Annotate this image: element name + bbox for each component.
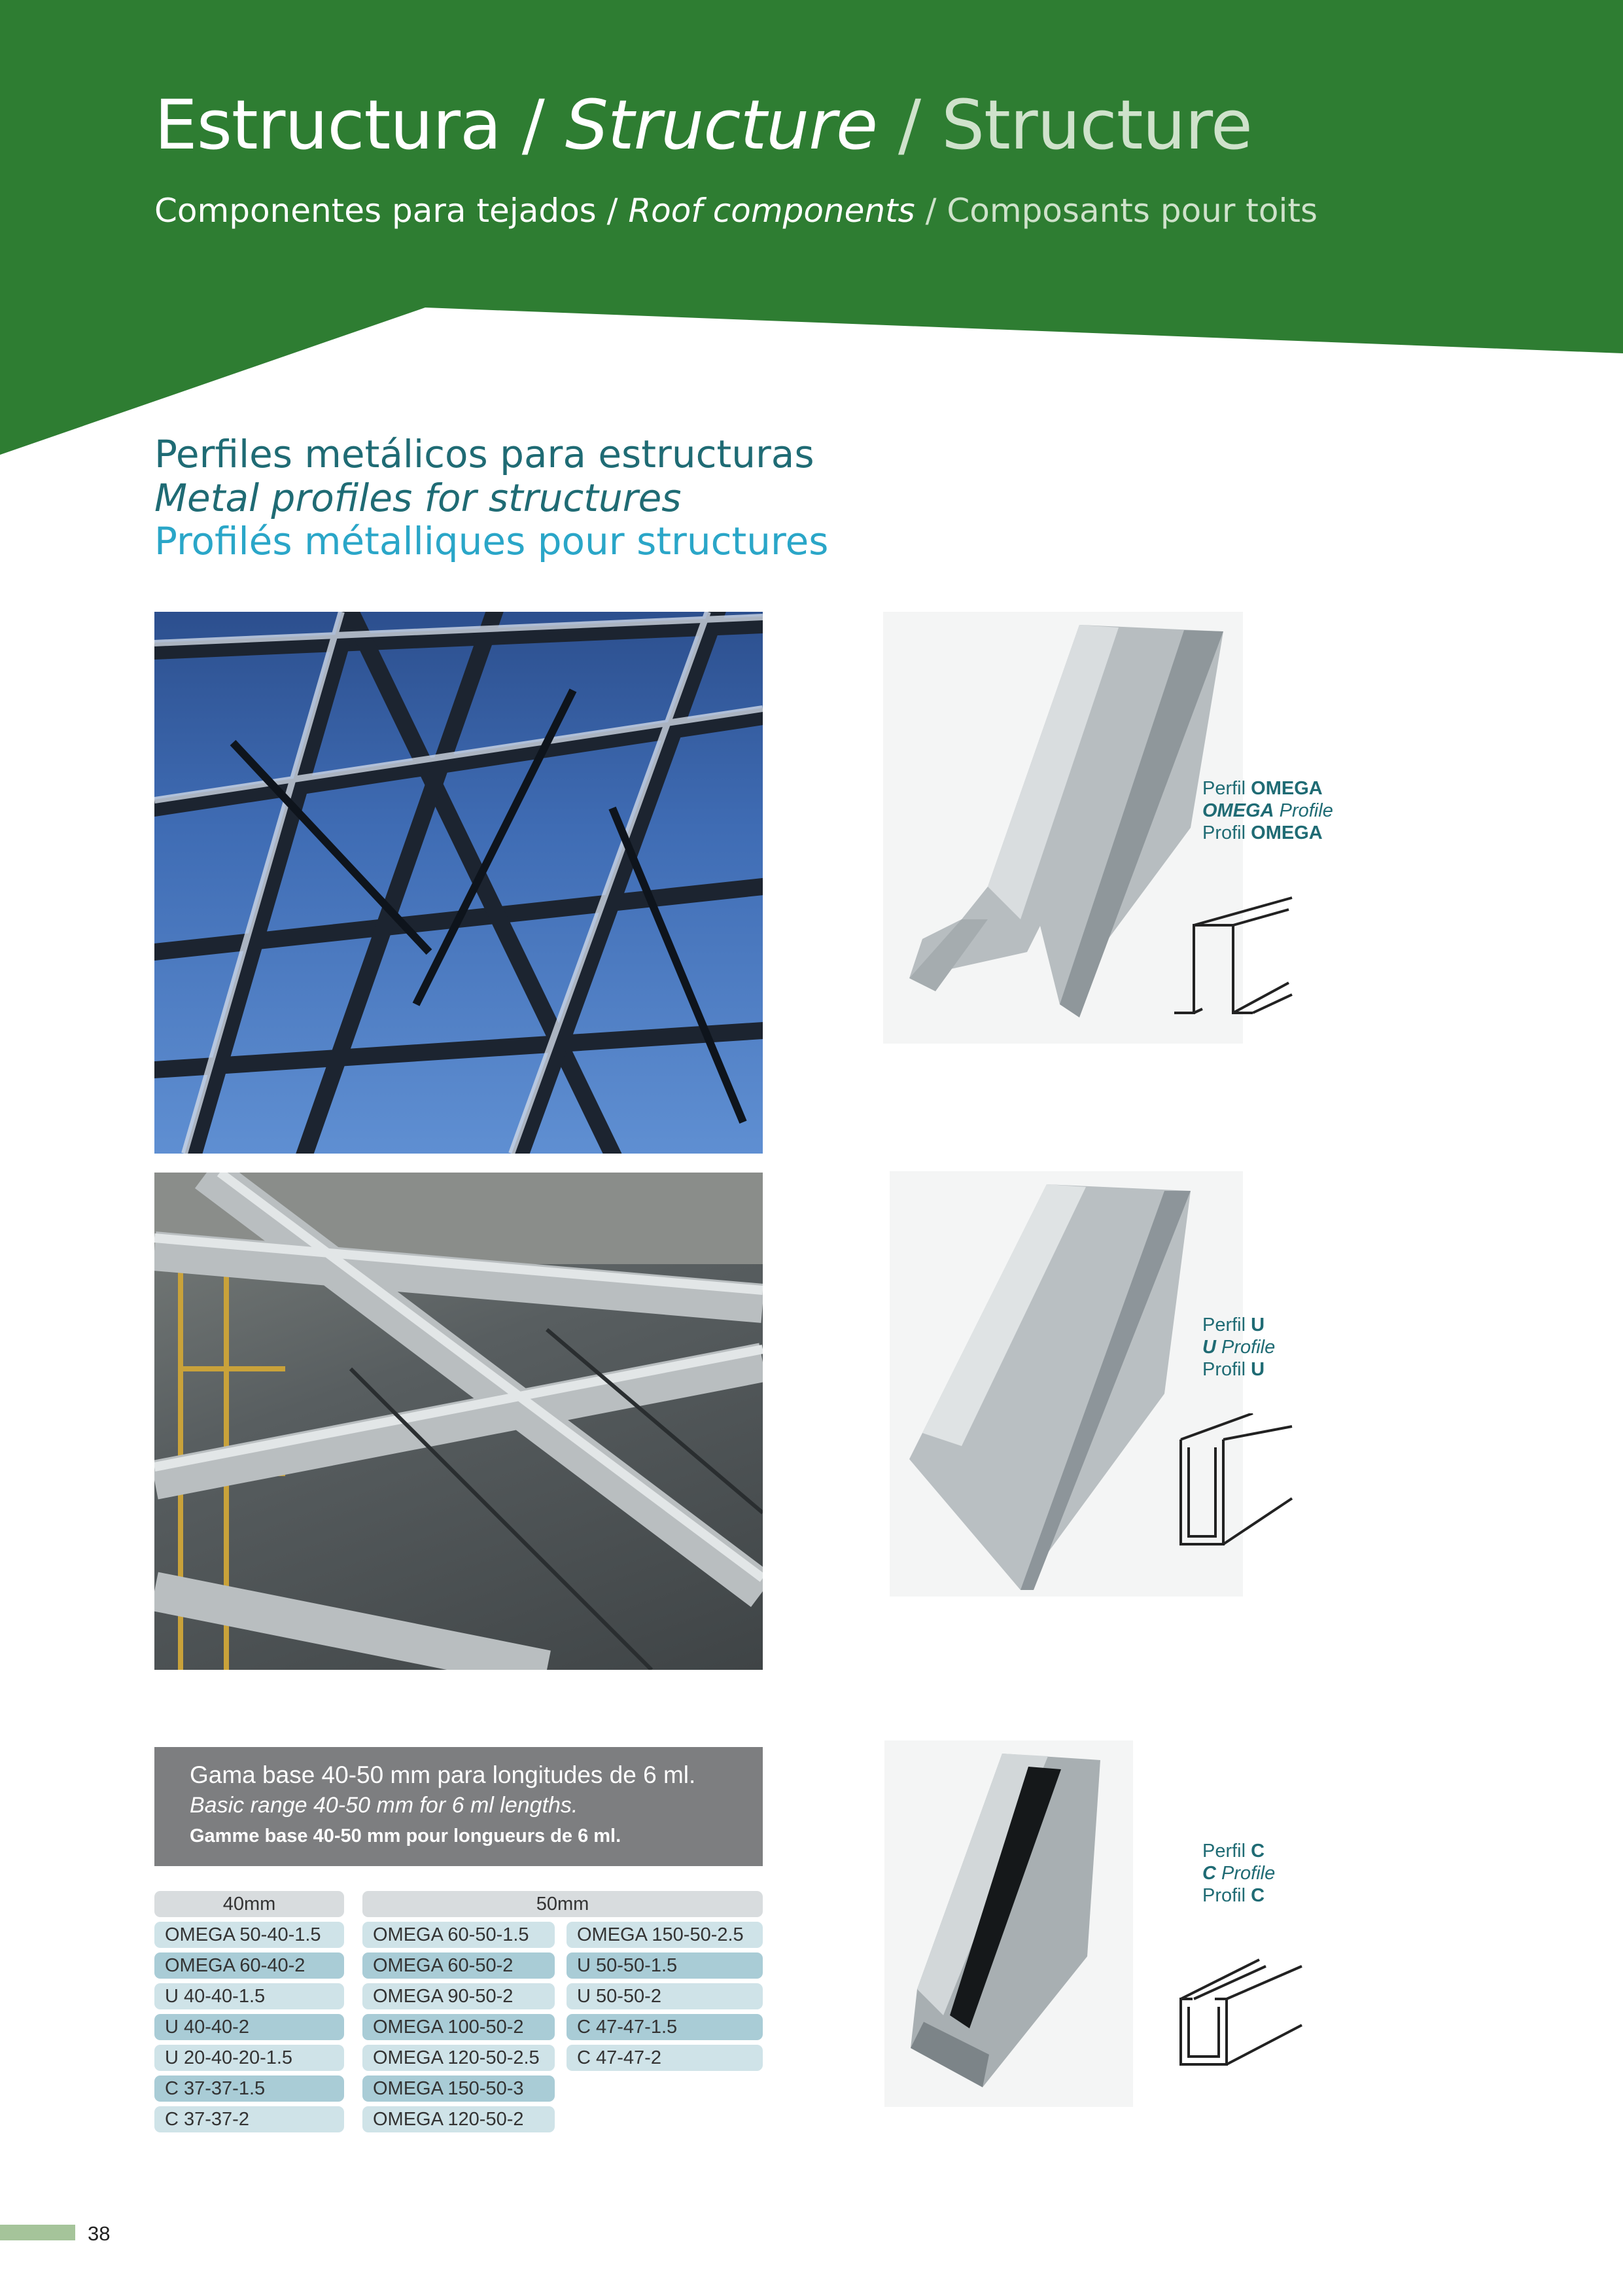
label-name: U — [1202, 1337, 1216, 1358]
subtitle-fr: Composants pour toits — [947, 192, 1318, 230]
page-stripe — [0, 2225, 75, 2240]
label-name: C — [1251, 1841, 1265, 1862]
table-cell: OMEGA 120-50-2 — [362, 2106, 555, 2132]
label-suffix: Profile — [1274, 800, 1333, 821]
table-cell: U 50-50-1.5 — [567, 1952, 763, 1979]
label-name: OMEGA — [1202, 800, 1274, 821]
page-title — [154, 85, 1252, 165]
table-cell: C 37-37-1.5 — [154, 2075, 344, 2102]
c-profile-illustration — [884, 1740, 1133, 2107]
table-cell: OMEGA 150-50-3 — [362, 2075, 555, 2102]
table-cell: OMEGA 60-50-1.5 — [362, 1922, 555, 1948]
roof-truss-illustration — [154, 612, 763, 1154]
u-label — [1202, 1314, 1275, 1381]
omega-profile-diagram — [1171, 896, 1295, 1027]
title-separator: / — [877, 85, 942, 165]
label-prefix: Profil — [1202, 1359, 1251, 1380]
subtitle-en: Roof components — [628, 192, 915, 230]
omega-label-en — [1202, 800, 1333, 822]
table-cell: C 47-47-2 — [567, 2045, 763, 2071]
title-en: Structure — [565, 85, 877, 165]
c-profile-photo — [884, 1740, 1133, 2107]
section-heading-fr: Profilés métalliques pour structures — [154, 519, 829, 563]
label-name: C — [1202, 1863, 1216, 1884]
table-cell: U 40-40-1.5 — [154, 1983, 344, 2009]
label-prefix: Profil — [1202, 1885, 1251, 1906]
range-text-es: Gama base 40-50 mm para longitudes de 6 ml. — [190, 1761, 696, 1788]
label-suffix: Profile — [1215, 1337, 1276, 1358]
subtitle-es: Componentes para tejados — [154, 192, 597, 230]
subtitle-separator: / — [596, 192, 629, 230]
label-prefix: Perfil — [1202, 1841, 1251, 1862]
table-cell: U 50-50-2 — [567, 1983, 763, 2009]
table-cell: OMEGA 90-50-2 — [362, 1983, 555, 2009]
c-profile-diagram — [1174, 1947, 1305, 2077]
range-info-box — [154, 1747, 763, 1866]
table-cell: OMEGA 120-50-2.5 — [362, 2045, 555, 2071]
label-name: U — [1251, 1315, 1265, 1335]
table-cell: C 47-47-1.5 — [567, 2014, 763, 2040]
table-cell: U 40-40-2 — [154, 2014, 344, 2040]
label-name: U — [1251, 1359, 1265, 1380]
title-es: Estructura — [154, 85, 501, 165]
u-label-fr — [1202, 1358, 1275, 1381]
c-label-en — [1202, 1862, 1275, 1884]
table-cell: C 37-37-2 — [154, 2106, 344, 2132]
label-prefix: Profil — [1202, 822, 1251, 843]
table-cell: OMEGA 50-40-1.5 — [154, 1922, 344, 1948]
table-header-50mm: 50mm — [362, 1891, 763, 1917]
u-label-es — [1202, 1314, 1275, 1336]
label-name: OMEGA — [1251, 822, 1323, 843]
table-cell: U 20-40-20-1.5 — [154, 2045, 344, 2071]
label-prefix: Perfil — [1202, 1315, 1251, 1335]
table-cell: OMEGA 150-50-2.5 — [567, 1922, 763, 1948]
subtitle-separator: / — [915, 192, 947, 230]
range-text-en: Basic range 40-50 mm for 6 ml lengths. — [190, 1793, 578, 1818]
table-cell: OMEGA 60-40-2 — [154, 1952, 344, 1979]
steel-beams-photo — [154, 1173, 763, 1670]
range-text-fr: Gamme base 40-50 mm pour longueurs de 6 ml. — [190, 1826, 621, 1846]
section-heading-es: Perfiles metálicos para estructuras — [154, 432, 814, 476]
omega-label — [1202, 777, 1333, 844]
label-name: C — [1251, 1885, 1265, 1906]
table-cell: OMEGA 100-50-2 — [362, 2014, 555, 2040]
steel-beams-illustration — [154, 1173, 763, 1670]
section-heading-en: Metal profiles for structures — [154, 476, 682, 520]
page-subtitle — [154, 192, 1318, 230]
c-label-es — [1202, 1840, 1275, 1862]
u-label-en — [1202, 1336, 1275, 1358]
table-header-40mm: 40mm — [154, 1891, 344, 1917]
c-label — [1202, 1840, 1275, 1907]
omega-label-fr — [1202, 822, 1333, 844]
title-fr: Structure — [941, 85, 1252, 165]
omega-label-es — [1202, 777, 1333, 800]
label-suffix: Profile — [1215, 1863, 1276, 1884]
title-separator: / — [500, 85, 565, 165]
label-name: OMEGA — [1251, 778, 1323, 799]
roof-truss-photo — [154, 612, 763, 1154]
table-cell: OMEGA 60-50-2 — [362, 1952, 555, 1979]
c-label-fr — [1202, 1884, 1275, 1907]
u-profile-diagram — [1174, 1413, 1299, 1551]
label-prefix: Perfil — [1202, 778, 1251, 799]
page-number: 38 — [88, 2222, 111, 2245]
